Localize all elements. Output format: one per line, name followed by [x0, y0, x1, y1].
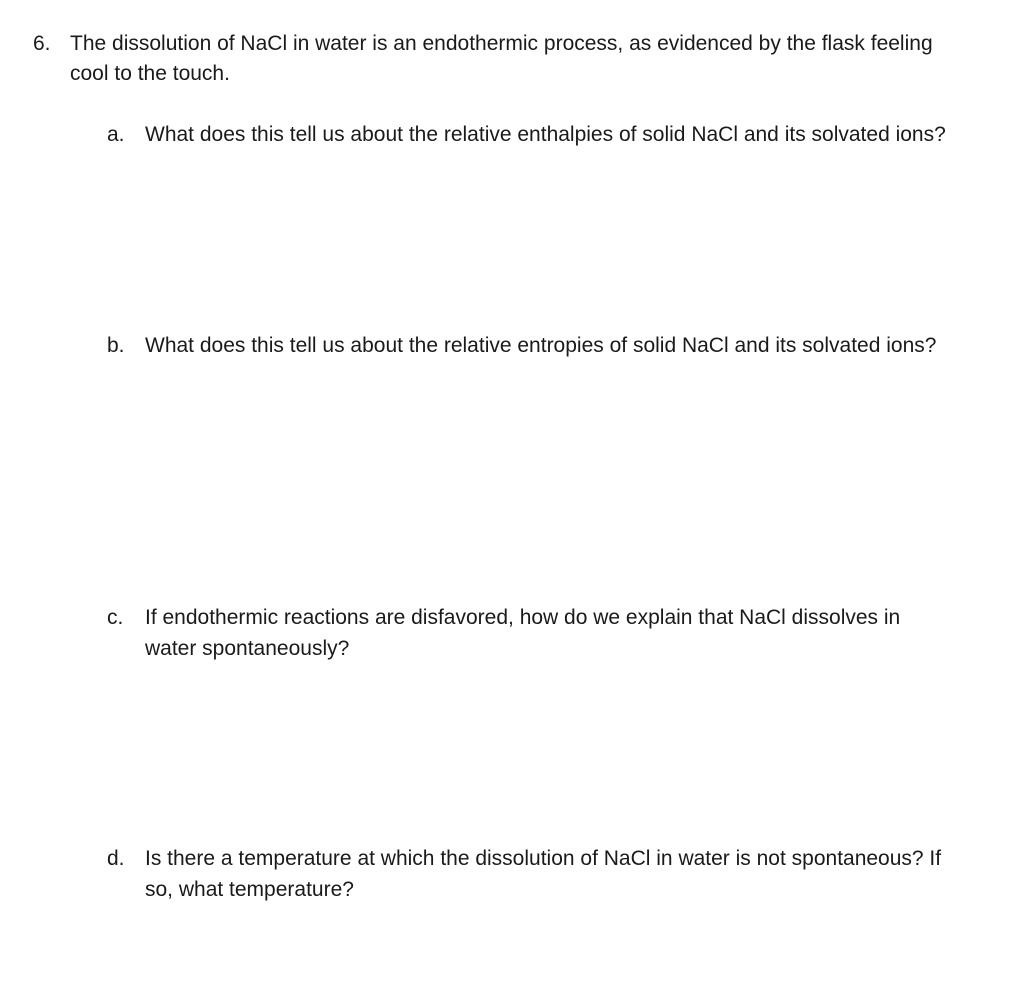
part-b-letter: b. — [107, 334, 125, 357]
part-a-letter: a. — [107, 123, 125, 146]
question-number: 6. — [33, 32, 51, 55]
part-b-text: What does this tell us about the relative entropies of solid NaCl and its solvated ions? — [145, 334, 937, 357]
part-d-letter: d. — [107, 847, 125, 870]
part-a-text: What does this tell us about the relative enthalpies of solid NaCl and its solvated ions? — [145, 123, 946, 146]
part-c-letter: c. — [107, 606, 124, 629]
part-c-text: If endothermic reactions are disfavored, how do we explain that NaCl dissolves in water spontaneously? — [145, 606, 901, 660]
question-text: The dissolution of NaCl in water is an endothermic process, as evidenced by the flask feeling cool to the touch. — [70, 32, 933, 85]
part-d-text: Is there a temperature at which the dissolution of NaCl in water is not spontaneous? If so, what temperature? — [145, 847, 942, 901]
